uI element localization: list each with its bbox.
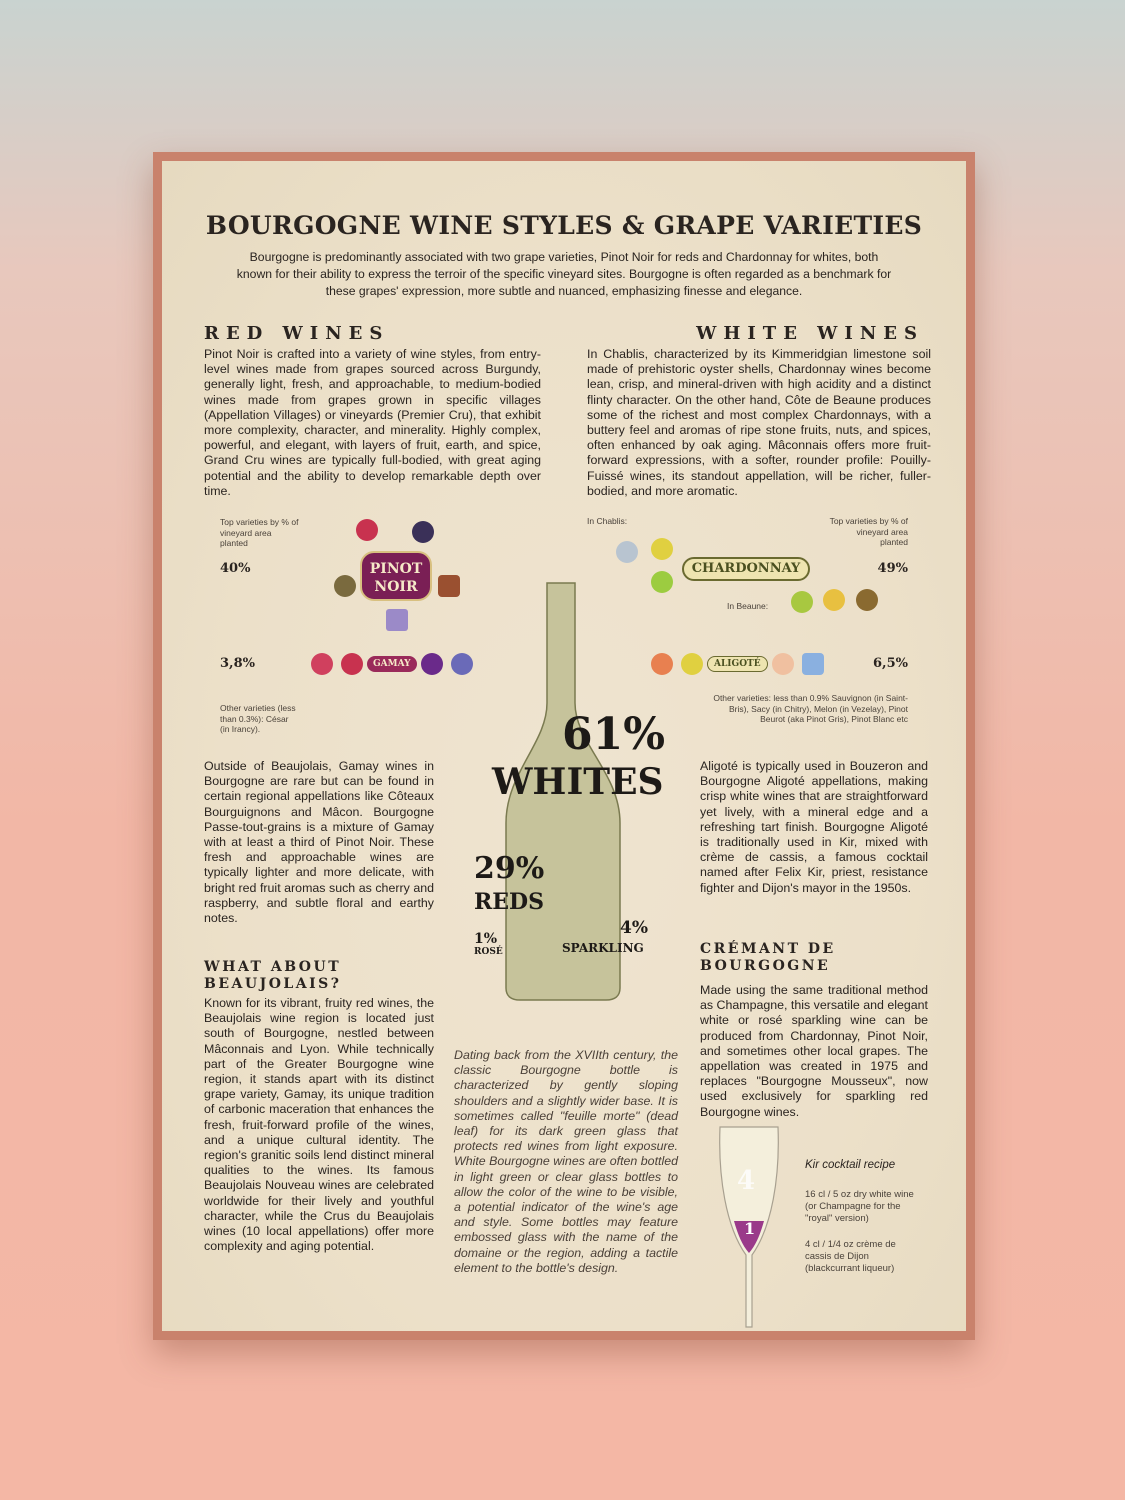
kir-step-1: 16 cl / 5 oz dry white wine (or Champagne for the "royal" version) [805, 1189, 914, 1224]
coffee-bean-icon [334, 575, 356, 597]
sparkling-water-icon [802, 653, 824, 675]
whites-label: WHITES [492, 761, 664, 803]
pear-icon [791, 591, 813, 613]
raspberry-icon [311, 653, 333, 675]
lemon-icon [651, 538, 673, 560]
peach-icon [651, 653, 673, 675]
beaujolais-heading: WHAT ABOUT BEAUJOLAIS? [204, 959, 342, 992]
flower-icon [772, 653, 794, 675]
poster-frame [153, 152, 975, 1340]
white-wines-heading: WHITE WINES [696, 323, 924, 344]
gamay-illustration [307, 649, 507, 679]
white-other-varieties: Other varieties: less than 0.9% Sauvignon (in Saint-Bris), Sacy (in Chitry), Melon (in Vezelay), Pinot Beurot (aka Pinot Gris), Pinot Blanc etc [713, 693, 908, 724]
aligote-illustration [647, 649, 867, 679]
pinot-noir-percent: 40% [220, 561, 251, 576]
kir-title: Kir cocktail recipe [805, 1159, 896, 1171]
red-top-note: Top varieties by % of vineyard area planted [220, 517, 299, 548]
whites-percent: 61% [562, 709, 666, 760]
pinot-noir-label: PINOT NOIR [360, 551, 432, 601]
reds-label: REDS [474, 889, 545, 915]
oyster-shell-icon [616, 541, 638, 563]
red-other-varieties: Other varieties (less than 0.3%): César (in Irancy). [220, 703, 296, 734]
page-title: BOURGOGNE WINE STYLES & GRAPE VARIETIES [205, 211, 923, 240]
plum-icon [421, 653, 443, 675]
aligote-label: ALIGOTÉ [707, 656, 768, 672]
in-beaune-label: In Beaune: [727, 601, 769, 611]
sparkling-label: SPARKLING [562, 941, 644, 955]
cremant-heading: CRÉMANT DE BOURGOGNE [700, 941, 836, 974]
red-wines-text: Pinot Noir is crafted into a variety of wine styles, from entry-level wines made from grapes sourced across Burgundy, generally light, fresh, and approachable, to medium-bodied wines made from grapes grown in specific villages (Appellation Villages) or vineyards (Premier Cru), that exhibit more complexity, character, and minerality. Highly complex, powerful, and elegant, with layers of fruit, earth, and spice, Grand Cru wines are typically full-bodied, with great aging potential and the ability to develop remarkable depth over time. [204, 347, 541, 498]
white-wines-text: In Chablis, characterized by its Kimmeridgian limestone soil made of prehistoric oyster shells, Chardonnay wines become lean, crisp, and mineral-driven with high acidity and a distinct flinty character. On the other hand, Côte de Beaune produces some of the richest and most complex Chardonnays, with a buttery feel and aromas of ripe stone fruits, nuts, and spices, often enhanced by oak aging. Mâconnais offers more fruit-forward expressions, with a softer, rounder profile: Pouilly-Fuissé wines, its standout appellation, will be richer, fuller-bodied, and more aromatic. [587, 347, 931, 498]
aligote-percent: 6,5% [873, 656, 908, 671]
rose-percent: 1% [474, 931, 498, 947]
cherry-icon [341, 653, 363, 675]
white-top-note: Top varieties by % of vineyard area planted [829, 516, 908, 547]
in-chablis-label: In Chablis: [587, 516, 628, 526]
pinot-noir-illustration [330, 517, 460, 637]
gamay-percent: 3,8% [220, 656, 255, 671]
glass-number-1: 1 [744, 1219, 756, 1238]
kir-step-2: 4 cl / 1/4 oz crème de cassis de Dijon (blackcurrant liqueur) [805, 1239, 896, 1274]
lemon-icon [681, 653, 703, 675]
red-wines-heading: RED WINES [204, 323, 390, 344]
hazelnut-icon [856, 589, 878, 611]
cremant-text: Made using the same traditional method as Champagne, this versatile and elegant white or rosé sparkling wine can be produced from Chardonnay, Pinot Noir, and sometimes other local grapes. The appellation was created in 1975 and replaces "Bourgogne Mousseux", now used exclusively for sparkling red Bourgogne wines. [700, 983, 928, 1119]
mushroom-icon [386, 609, 408, 631]
chardonnay-percent: 49% [877, 561, 908, 576]
rose-label: ROSÉ [474, 947, 503, 957]
cinnamon-icon [438, 575, 460, 597]
bottle-caption: Dating back from the XVIIth century, the classic Bourgogne bottle is characterized by gently sloping shoulders and a slightly wider base. It is sometimes called "feuille morte" (dead leaf) for its dark green glass that protects red wines from light exposure. White Bourgogne wines are often bottled in light green or clear glass bottles to allow the color of the wine to be visible, a potential indicator of the wine's age and style. Some bottles may feature embossed glass with the name of the domaine or the region, adding a tactile element to the bottle's design. [454, 1048, 678, 1275]
sparkling-percent: 4% [620, 918, 648, 938]
cherry-icon [356, 519, 378, 541]
aligote-text: Aligoté is typically used in Bouzeron and Bourgogne Aligoté appellations, making crisp white wines that are straightforward yet lively, with a mineral edge and a refreshing tart finish. Bourgogne Aligoté is traditionally used in Kir, mixed with crème de cassis, a famous cocktail named after Felix Kir, priest, resistance fighter and Dijon's mayor in the 1950s. [700, 759, 928, 895]
chardonnay-label: CHARDONNAY [682, 557, 810, 581]
reds-percent: 29% [474, 851, 545, 886]
glass-number-4: 4 [737, 1166, 756, 1196]
gamay-text: Outside of Beaujolais, Gamay wines in Bourgogne are rare but can be found in certain regional appellations like Côteaux Bourguignons and Mâcon. Bourgogne Passe-tout-grains is a mixture of Gamay with at least a third of Pinot Noir. These fresh and approachable wines are typically lighter and more delicate, with bright red fruit aromas such as cherry and raspberry, and subtle floral and earthy notes. [204, 759, 434, 926]
violet-flower-icon [451, 653, 473, 675]
green-apple-icon [651, 571, 673, 593]
blackcurrant-icon [412, 521, 434, 543]
intro-text: Bourgogne is predominantly associated with two grape varieties, Pinot Noir for reds and Chardonnay for whites, both known for their ability to express the terroir of the specific vineyard sites. Bourgogne is often regarded as a benchmark for these grapes' expression, more subtle and nuanced, emphasizing finesse and elegance. [236, 250, 892, 298]
gamay-label: GAMAY [367, 656, 417, 672]
beaujolais-text: Known for its vibrant, fruity red wines, the Beaujolais wine region is located just south of Bourgogne, nestled between Mâconnais and Lyon. While technically part of the Greater Bourgogne wine region, it stands apart with its distinct grape variety, Gamay, its unique tradition of carbonic maceration that enhances the fresh, fruit-forward profile of the wines, and a unique cultural identity. The region's granitic soils lend distinct mineral qualities to the wines. Its famous Beaujolais Nouveau wines are celebrated worldwide for their lively and youthful character, while the Crus du Beaujolais wines (10 local appellations) offer more complexity and aging potential. [204, 996, 434, 1254]
poster [162, 161, 966, 1331]
butter-icon [823, 589, 845, 611]
